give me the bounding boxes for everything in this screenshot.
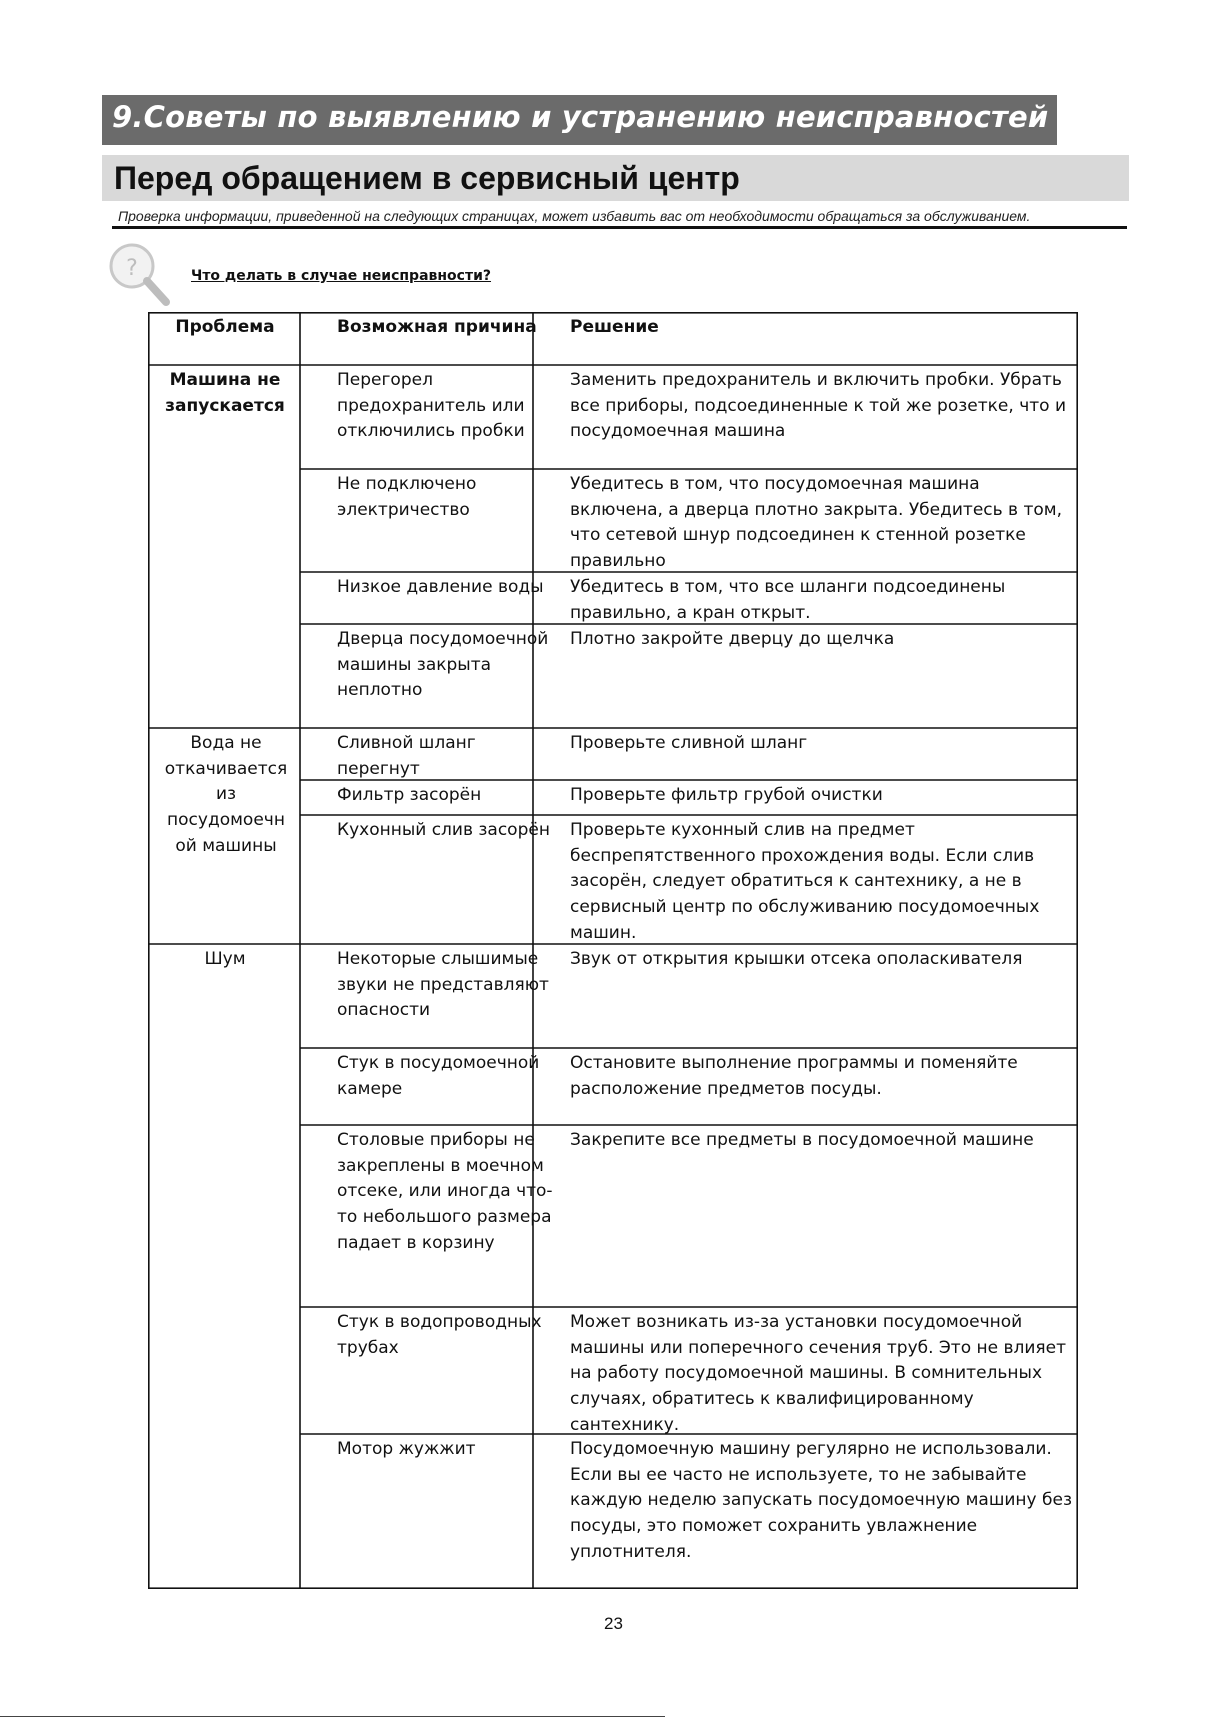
header-cause: Возможная причина: [337, 317, 537, 337]
cause-cell: Кухонный слив засорён: [337, 820, 550, 840]
troubleshooting-table: [148, 312, 1078, 1589]
solution-cell: Может возникать из-за установки посудомоечной машины или поперечного сечения труб. Это не влияет на работу посудомоечной машины. В сомнительных случаях, обратитесь к квалифицированному сантехнику.: [570, 1312, 1067, 1435]
header-solution: Решение: [570, 317, 659, 337]
problem-cell: Вода не откачивается из посудомоечн ой машины: [164, 733, 288, 856]
cause-cell: Низкое давление воды: [337, 577, 544, 597]
chapter-title: 9.Советы по выявлению и устранению неисправностей: [112, 100, 1049, 134]
solution-cell: Убедитесь в том, что все шланги подсоединены правильно, а кран открыт.: [570, 577, 1006, 623]
intro-divider: [112, 226, 1127, 229]
cause-cell: Дверца посудомоечной машины закрыта неплотно: [337, 629, 549, 701]
cause-cell: Не подключено электричество: [337, 474, 477, 520]
cause-cell: Перегорел предохранитель или отключились пробки: [337, 370, 525, 442]
cause-cell: Сливной шланг перегнут: [337, 733, 476, 779]
bottom-rule: [0, 1716, 665, 1717]
magnifier-question-icon: [106, 240, 170, 306]
cause-cell: Некоторые слышимые звуки не представляют опасности: [337, 949, 549, 1021]
svg-text:?: ?: [126, 256, 138, 281]
solution-cell: Закрепите все предметы в посудомоечной машине: [570, 1130, 1034, 1150]
troubleshooting-subheading: Что делать в случае неисправности?: [191, 268, 492, 284]
solution-cell: Проверьте сливной шланг: [570, 733, 808, 753]
header-problem: Проблема: [175, 317, 275, 337]
problem-cell: Машина не запускается: [165, 370, 285, 416]
section-title: Перед обращением в сервисный центр: [114, 160, 740, 196]
solution-cell: Убедитесь в том, что посудомоечная машина включена, а дверца плотно закрыта. Убедитесь в том, что сетевой шнур подсоединен к стенной розетке правильно: [570, 474, 1063, 572]
solution-cell: Проверьте кухонный слив на предмет беспрепятственного прохождения воды. Если слив засорён, следует обратиться к сантехнику, а не в сервисный центр по обслуживанию посудомоечных машин.: [570, 820, 1040, 943]
cause-cell: Столовые приборы не закреплены в моечном отсеке, или иногда что-то небольшого размера падает в корзину: [337, 1130, 553, 1253]
cause-cell: Фильтр засорён: [337, 785, 482, 805]
cause-cell: Мотор жужжит: [337, 1439, 476, 1459]
solution-cell: Посудомоечную машину регулярно не использовали. Если вы ее часто не используете, то не забывайте каждую неделю запускать посудомоечную машину без посуды, это поможет сохранить увлажнение уплотнителя.: [570, 1439, 1072, 1562]
solution-cell: Плотно закройте дверцу до щелчка: [570, 629, 895, 649]
solution-cell: Заменить предохранитель и включить пробки. Убрать все приборы, подсоединенные к той же розетке, что и посудомоечная машина: [570, 370, 1066, 442]
section-header: [102, 155, 1129, 201]
intro-text: Проверка информации, приведенной на следующих страницах, может избавить вас от необходимости обращаться за обслуживанием.: [118, 208, 1031, 224]
problem-cell: Шум: [204, 949, 246, 969]
cause-cell: Стук в водопроводных трубах: [337, 1312, 542, 1358]
solution-cell: Звук от открытия крышки отсека ополаскивателя: [570, 949, 1023, 969]
cause-cell: Стук в посудомоечной камере: [337, 1053, 540, 1099]
page-number: 23: [604, 1614, 623, 1633]
solution-cell: Остановите выполнение программы и поменяйте расположение предметов посуды.: [570, 1053, 1018, 1099]
chapter-header: [102, 95, 1057, 145]
solution-cell: Проверьте фильтр грубой очистки: [570, 785, 883, 805]
